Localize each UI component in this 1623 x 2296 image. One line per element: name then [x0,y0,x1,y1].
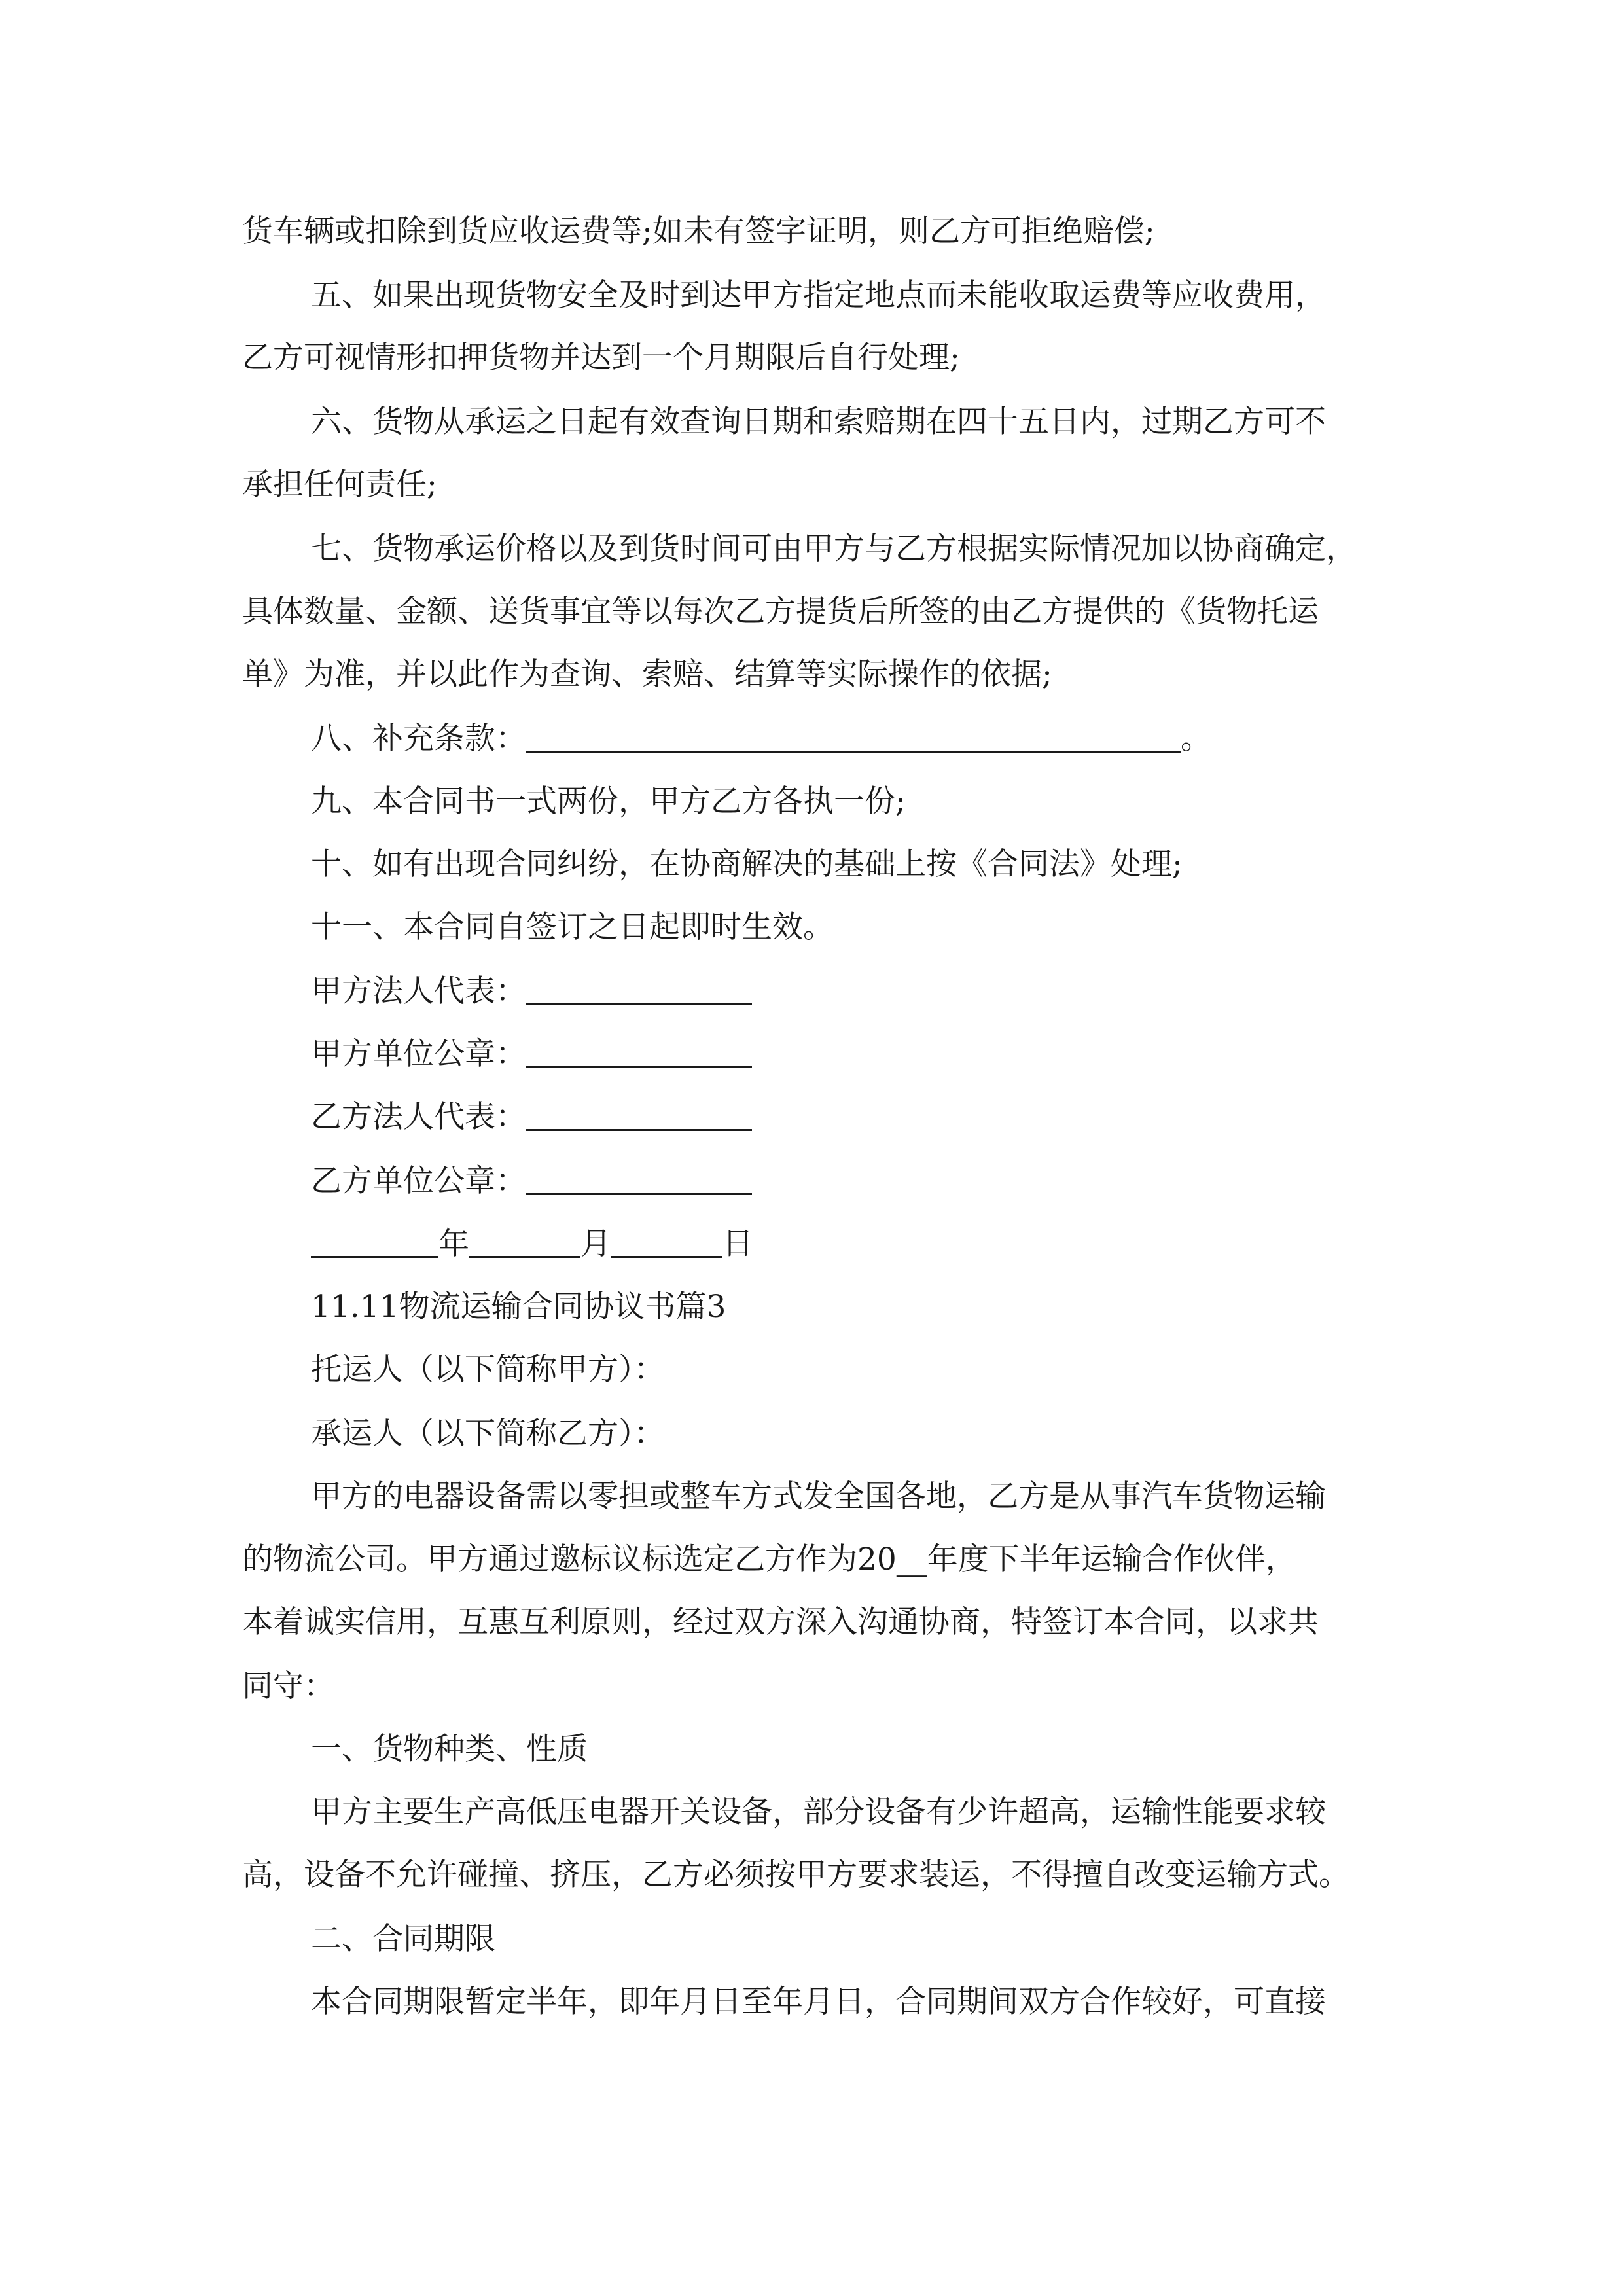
day-blank [611,1256,722,1258]
party-line: 承运人（以下简称乙方）： [311,1416,665,1452]
signature-label: 乙方单位公章： [311,1163,526,1199]
text-line: 十一、本合同自签订之日起即时生效。 [311,909,834,945]
text-line: 本合同期限暂定半年，即年月日至年月日，合同期间双方合作较好，可直接 [311,1984,1326,2020]
signature-blank [526,1129,752,1131]
text-line: 单》为准，并以此作为查询、索赔、结算等实际操作的依据; [242,656,1052,692]
signature-label: 甲方单位公章： [311,1036,526,1072]
signature-blank [526,1003,752,1005]
text-line: 六、货物从承运之日起有效查询日期和索赔期在四十五日内，过期乙方可不 [311,404,1326,440]
signature-blank [526,1066,752,1068]
text-line: 承担任何责任; [242,467,437,503]
section-title: 11.11物流运输合同协议书篇3 [311,1289,726,1325]
text-line: 货车辆或扣除到货应收运费等;如未有签字证明，则乙方可拒绝赔偿; [242,213,1155,249]
signature-line [311,1163,752,1199]
signature-line [311,1099,752,1135]
text-line: 本着诚实信用，互惠互利原则，经过双方深入沟通协商，特签订本合同，以求共 [242,1604,1319,1640]
text-line: 甲方的电器设备需以零担或整车方式发全国各地，乙方是从事汽车货物运输 [311,1479,1326,1515]
date-line [311,1226,753,1262]
day-label: 日 [722,1226,753,1262]
text-line: 九、本合同书一式两份，甲方乙方各执一份; [311,783,906,819]
signature-blank [526,1193,752,1195]
signature-label: 乙方法人代表： [311,1099,526,1135]
year-label: 年 [438,1226,469,1262]
clause-8-label: 八、补充条款： [311,721,526,757]
month-blank [469,1256,580,1258]
clause-8-line [311,721,1211,757]
signature-label: 甲方法人代表： [311,973,526,1009]
signature-line [311,973,752,1009]
text-line: 具体数量、金额、送货事宜等以每次乙方提货后所签的由乙方提供的《货物托运 [242,594,1319,630]
signature-line [311,1036,752,1072]
heading: 一、货物种类、性质 [311,1731,588,1767]
text-line: 的物流公司。甲方通过邀标议标选定乙方作为20__年度下半年运输合作伙伴， [242,1541,1296,1577]
party-line: 托运人（以下简称甲方）： [311,1352,665,1388]
year-blank [311,1256,438,1258]
clause-8-end: 。 [1181,721,1211,757]
text-line: 高，设备不允许碰撞、挤压，乙方必须按甲方要求装运，不得擅自改变运输方式。 [242,1857,1349,1893]
text-line: 十、如有出现合同纠纷，在协商解决的基础上按《合同法》处理; [311,846,1183,882]
month-label: 月 [580,1226,611,1262]
supplementary-terms-blank [526,751,1181,753]
text-line: 甲方主要生产高低压电器开关设备，部分设备有少许超高，运输性能要求较 [311,1794,1326,1830]
heading: 二、合同期限 [311,1921,495,1957]
text-line: 七、货物承运价格以及到货时间可由甲方与乙方根据实际情况加以协商确定， [311,531,1357,567]
text-line: 五、如果出现货物安全及时到达甲方指定地点而未能收取运费等应收费用， [311,278,1326,314]
text-line: 同守： [242,1668,334,1704]
text-line: 乙方可视情形扣押货物并达到一个月期限后自行处理; [242,340,960,376]
